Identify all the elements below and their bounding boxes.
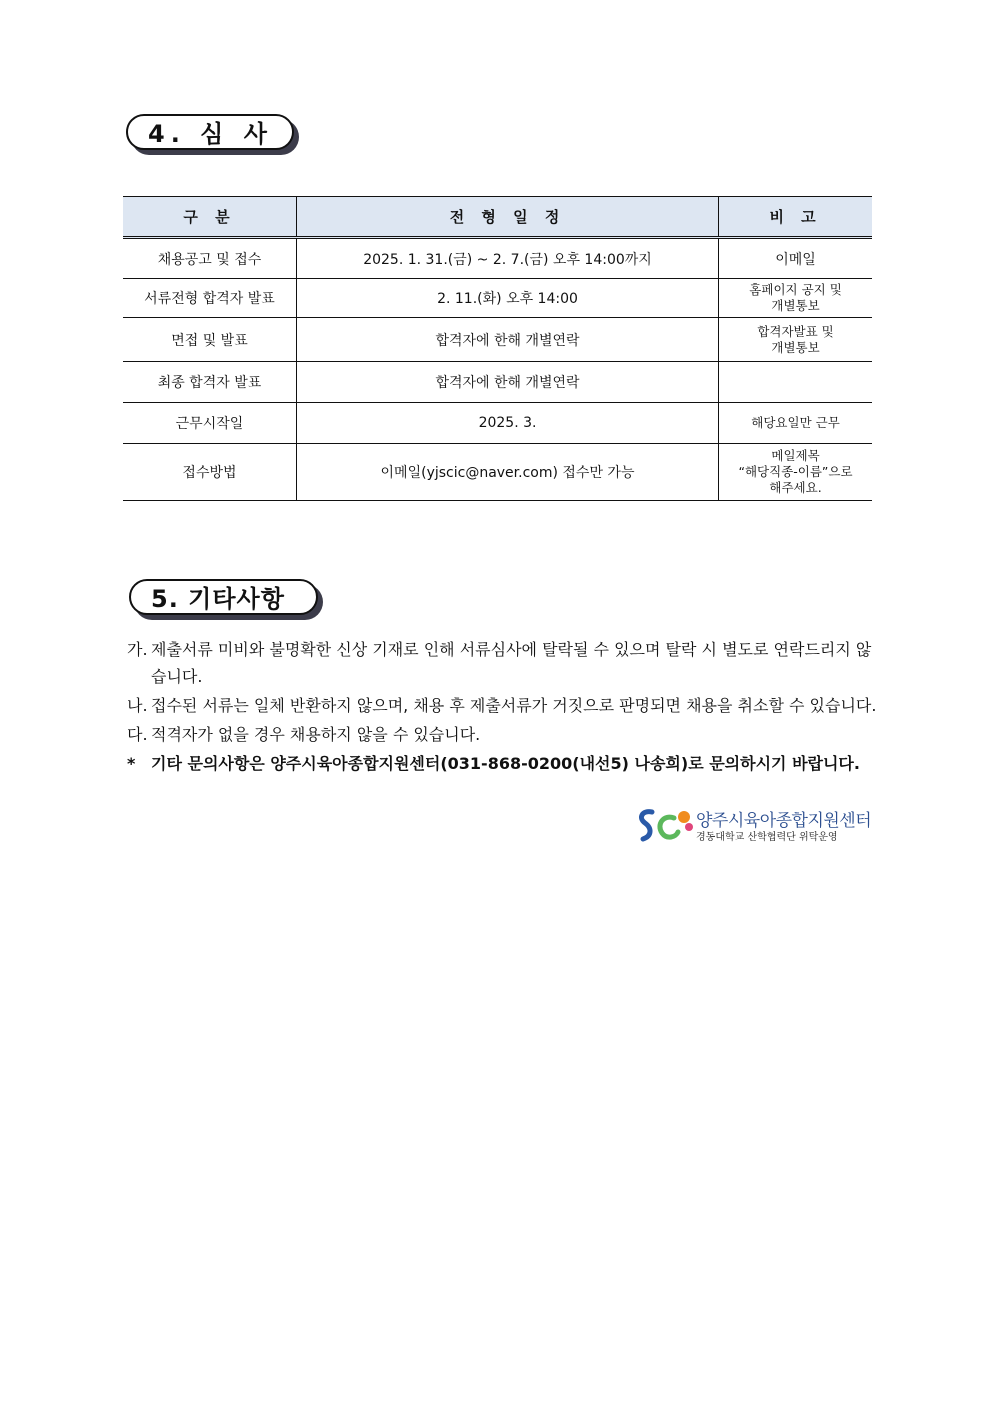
list-item — [127, 692, 877, 719]
item-text: 제출서류 미비와 불명확한 신상 기재로 인해 서류심사에 탈락될 수 있으며 탈락 시 별도로 연락드리지 않습니다. — [151, 640, 872, 686]
asterisk-marker: * — [127, 754, 136, 773]
center-emblem-icon — [636, 806, 694, 844]
table-row — [123, 444, 872, 501]
cell-schedule: 2025. 1. 31.(금) ~ 2. 7.(금) 오후 14:00까지 — [296, 238, 718, 279]
center-name: 양주시육아종합지원센터 — [696, 811, 872, 831]
cell-schedule: 합격자에 한해 개별연락 — [296, 362, 718, 403]
item-text: 접수된 서류는 일체 반환하지 않으며, 채용 후 제출서류가 거짓으로 판명되면 채용을 취소할 수 있습니다. — [151, 696, 877, 715]
header-category: 구 분 — [123, 197, 296, 238]
cell-schedule: 합격자에 한해 개별연락 — [296, 318, 718, 362]
table-row — [123, 279, 872, 318]
cell-note — [719, 238, 872, 279]
item-marker: 다. — [127, 725, 148, 744]
center-operator: 경동대학교 산학협력단 위탁운영 — [696, 832, 838, 843]
note-line: “해당직종-이름”으로 — [738, 464, 853, 479]
note-line: 홈페이지 공지 및 — [749, 282, 842, 297]
note-line: 개별통보 — [771, 298, 820, 313]
schedule-table — [123, 196, 872, 501]
table-header-row — [123, 197, 872, 238]
note-line: 메일제목 — [771, 448, 820, 463]
table-row — [123, 362, 872, 403]
cell-category: 채용공고 및 접수 — [123, 238, 296, 279]
list-item-contact — [127, 750, 877, 777]
section-4-title: 4. 심 사 — [126, 114, 294, 150]
cell-note — [719, 318, 872, 362]
cell-schedule: 2. 11.(화) 오후 14:00 — [296, 279, 718, 318]
notes-list — [127, 636, 877, 779]
center-logo — [636, 806, 876, 846]
cell-schedule: 이메일(yjscic@naver.com) 접수만 가능 — [296, 444, 718, 501]
cell-category: 접수방법 — [123, 444, 296, 501]
cell-category: 최종 합격자 발표 — [123, 362, 296, 403]
cell-note: 해당요일만 근무 — [719, 403, 872, 444]
item-marker: 가. — [127, 640, 148, 659]
list-item — [127, 636, 877, 690]
item-text: 적격자가 없을 경우 채용하지 않을 수 있습니다. — [151, 725, 481, 744]
cell-schedule: 2025. 3. — [296, 403, 718, 444]
cell-note — [719, 444, 872, 501]
cell-category: 면접 및 발표 — [123, 318, 296, 362]
item-text: 기타 문의사항은 양주시육아종합지원센터(031-868-0200(내선5) 나송희)로 문의하시기 바랍니다. — [151, 754, 860, 773]
table-row — [123, 318, 872, 362]
header-note: 비 고 — [719, 197, 872, 238]
item-marker: 나. — [127, 696, 148, 715]
header-schedule: 전 형 일 정 — [296, 197, 718, 238]
cell-note — [719, 279, 872, 318]
table-row — [123, 238, 872, 279]
note-line: 개별통보 — [771, 339, 820, 355]
cell-category: 근무시작일 — [123, 403, 296, 444]
note-line: 해주세요. — [769, 480, 822, 495]
cell-category: 서류전형 합격자 발표 — [123, 279, 296, 318]
list-item — [127, 721, 877, 748]
note-line: 이메일 — [775, 251, 816, 268]
table-row — [123, 403, 872, 444]
section-5-title: 5. 기타사항 — [129, 579, 318, 615]
cell-note — [719, 362, 872, 403]
note-line: 합격자발표 및 — [757, 323, 834, 339]
